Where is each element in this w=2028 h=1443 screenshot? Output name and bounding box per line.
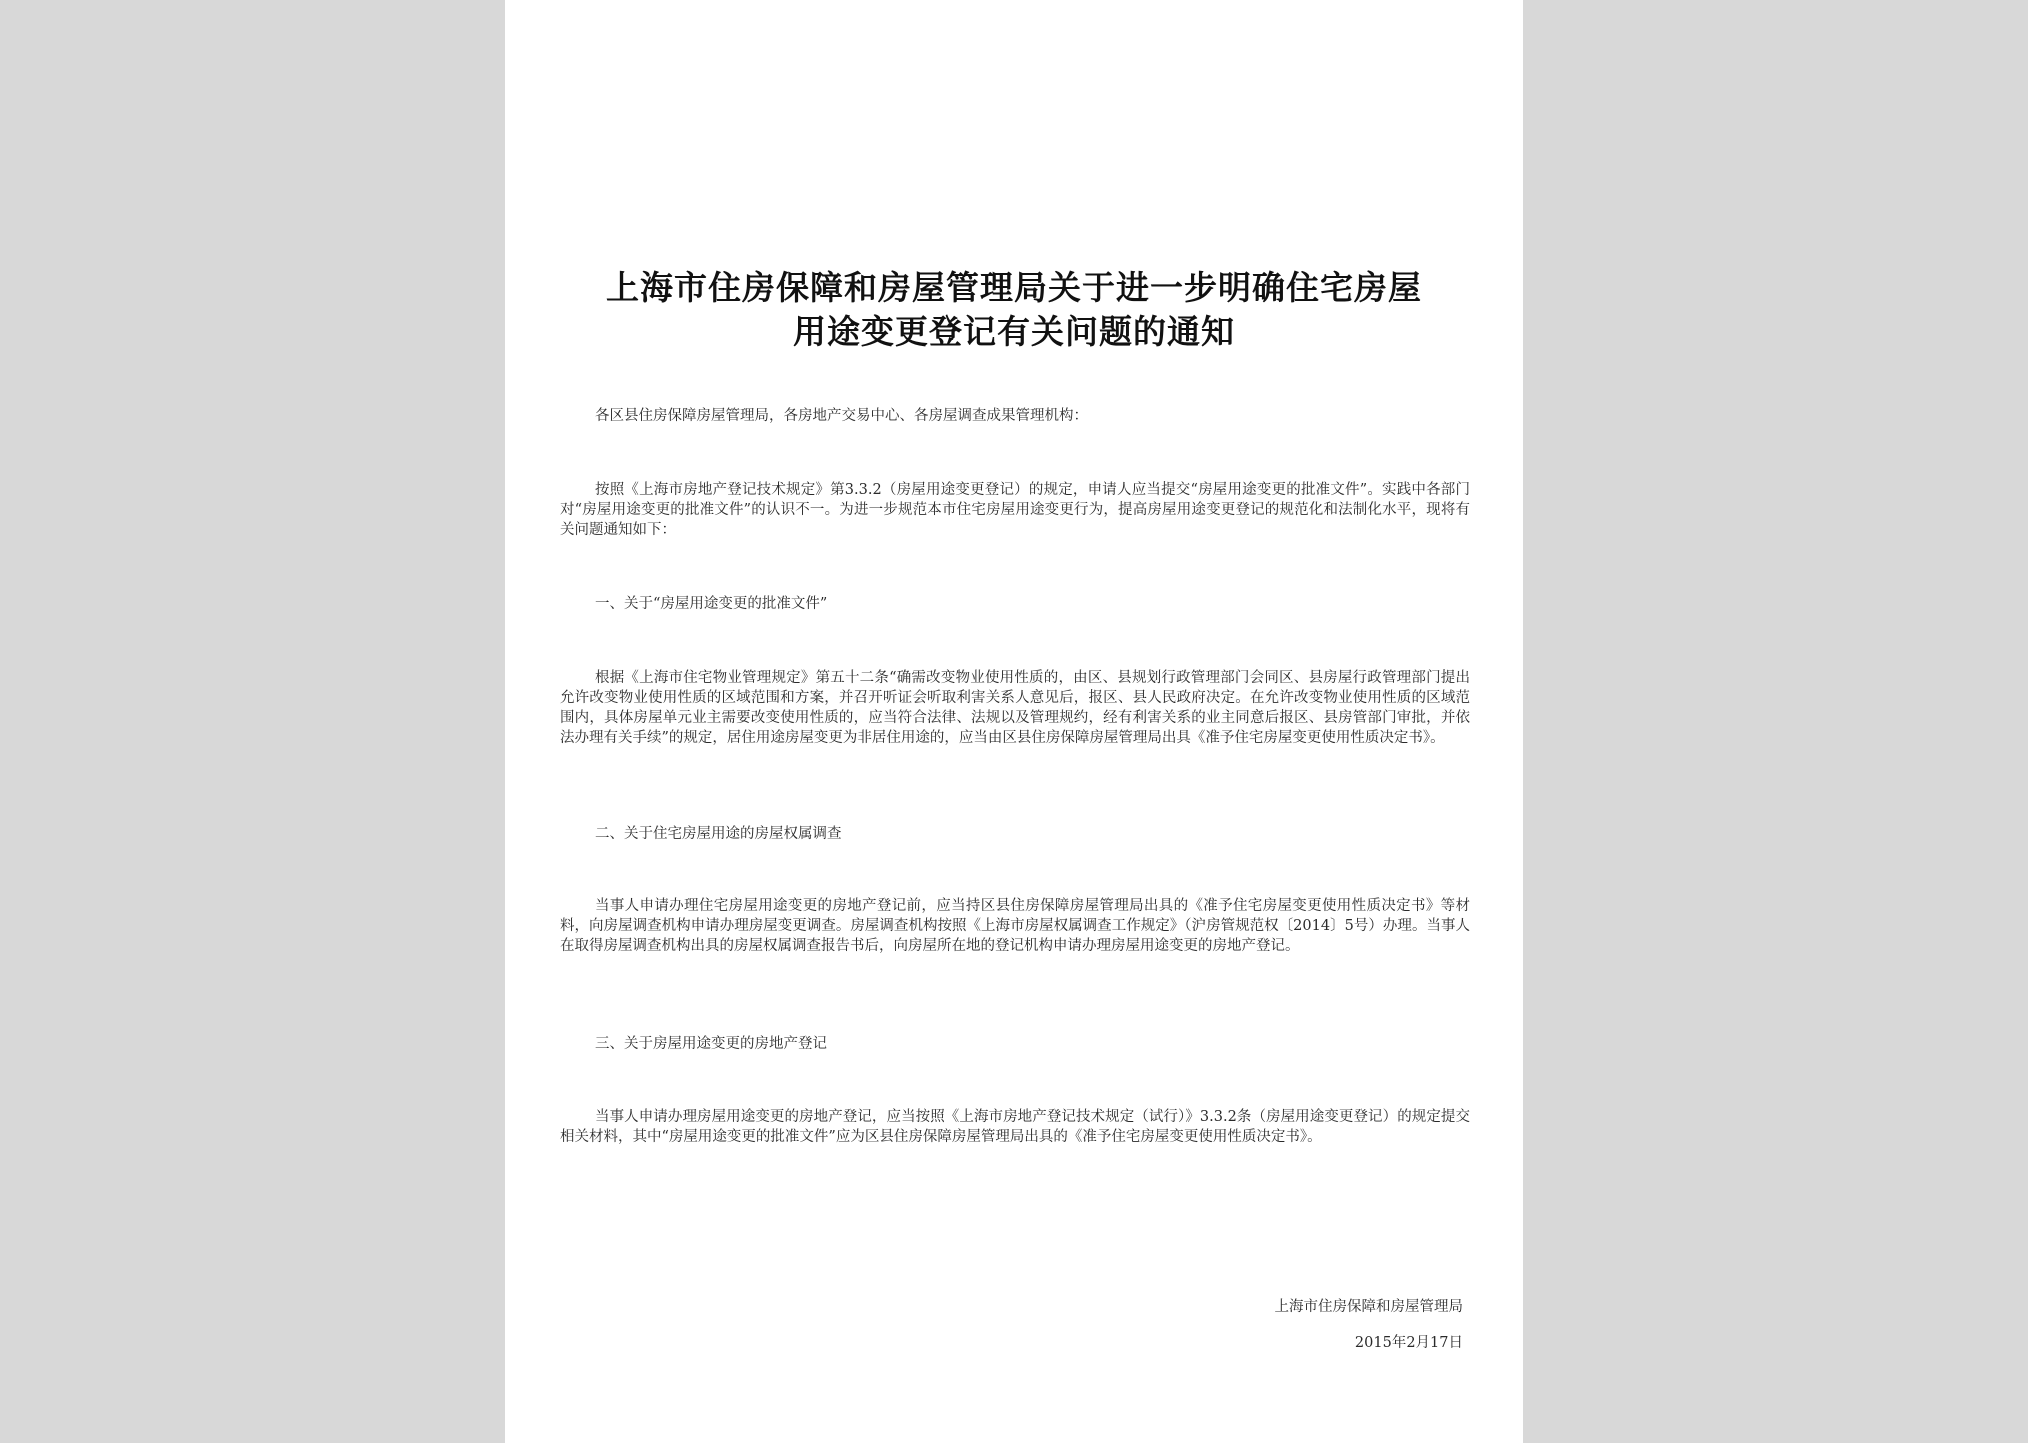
section-1-heading: 一、关于“房屋用途变更的批准文件” <box>595 596 828 612</box>
section-3-heading: 三、关于房屋用途变更的房地产登记 <box>595 1036 827 1052</box>
document-title-line-2: 用途变更登记有关问题的通知 <box>793 312 1235 351</box>
document-title-line-1: 上海市住房保障和房屋管理局关于进一步明确住宅房屋 <box>606 268 1422 307</box>
section-2-body: 当事人申请办理住宅房屋用途变更的房地产登记前，应当持区县住房保障房屋管理局出具的《准予住宅房屋变更使用性质决定书》等材料，向房屋调查机构申请办理房屋变更调查。房屋调查机构按照《上海市房屋权属调查工作规定》（沪房管规范权〔2014〕5号）办理。当事人在取得房屋调查机构出具的房屋权属调查报告书后，向房屋所在地的登记机构申请办理房屋用途变更的房地产登记。 <box>560 898 1470 954</box>
issuer-signature: 上海市住房保障和房屋管理局 <box>1274 1299 1463 1315</box>
salutation: 各区县住房保障房屋管理局，各房地产交易中心、各房屋调查成果管理机构： <box>595 408 1088 424</box>
issue-date: 2015年2月17日 <box>1354 1335 1463 1351</box>
intro-paragraph: 按照《上海市房地产登记技术规定》第3.3.2（房屋用途变更登记）的规定，申请人应当提交“房屋用途变更的批准文件”。实践中各部门对“房屋用途变更的批准文件”的认识不一。为进一步规范本市住宅房屋用途变更行为，提高房屋用途变更登记的规范化和法制化水平，现将有关问题通知如下： <box>560 482 1470 538</box>
section-2-heading: 二、关于住宅房屋用途的房屋权属调查 <box>595 826 842 842</box>
document-page <box>505 0 1523 1443</box>
section-1-body: 根据《上海市住宅物业管理规定》第五十二条“确需改变物业使用性质的，由区、县规划行政管理部门会同区、县房屋行政管理部门提出允许改变物业使用性质的区域范围和方案，并召开听证会听取利害关系人意见后，报区、县人民政府决定。在允许改变物业使用性质的区域范围内，具体房屋单元业主需要改变使用性质的，应当符合法律、法规以及管理规约，经有利害关系的业主同意后报区、县房管部门审批，并依法办理有关手续”的规定，居住用途房屋变更为非居住用途的，应当由区县住房保障房屋管理局出具《准予住宅房屋变更使用性质决定书》。 <box>560 670 1470 746</box>
section-3-body: 当事人申请办理房屋用途变更的房地产登记，应当按照《上海市房地产登记技术规定（试行）》3.3.2条（房屋用途变更登记）的规定提交相关材料，其中“房屋用途变更的批准文件”应为区县住房保障房屋管理局出具的《准予住宅房屋变更使用性质决定书》。 <box>560 1109 1470 1145</box>
